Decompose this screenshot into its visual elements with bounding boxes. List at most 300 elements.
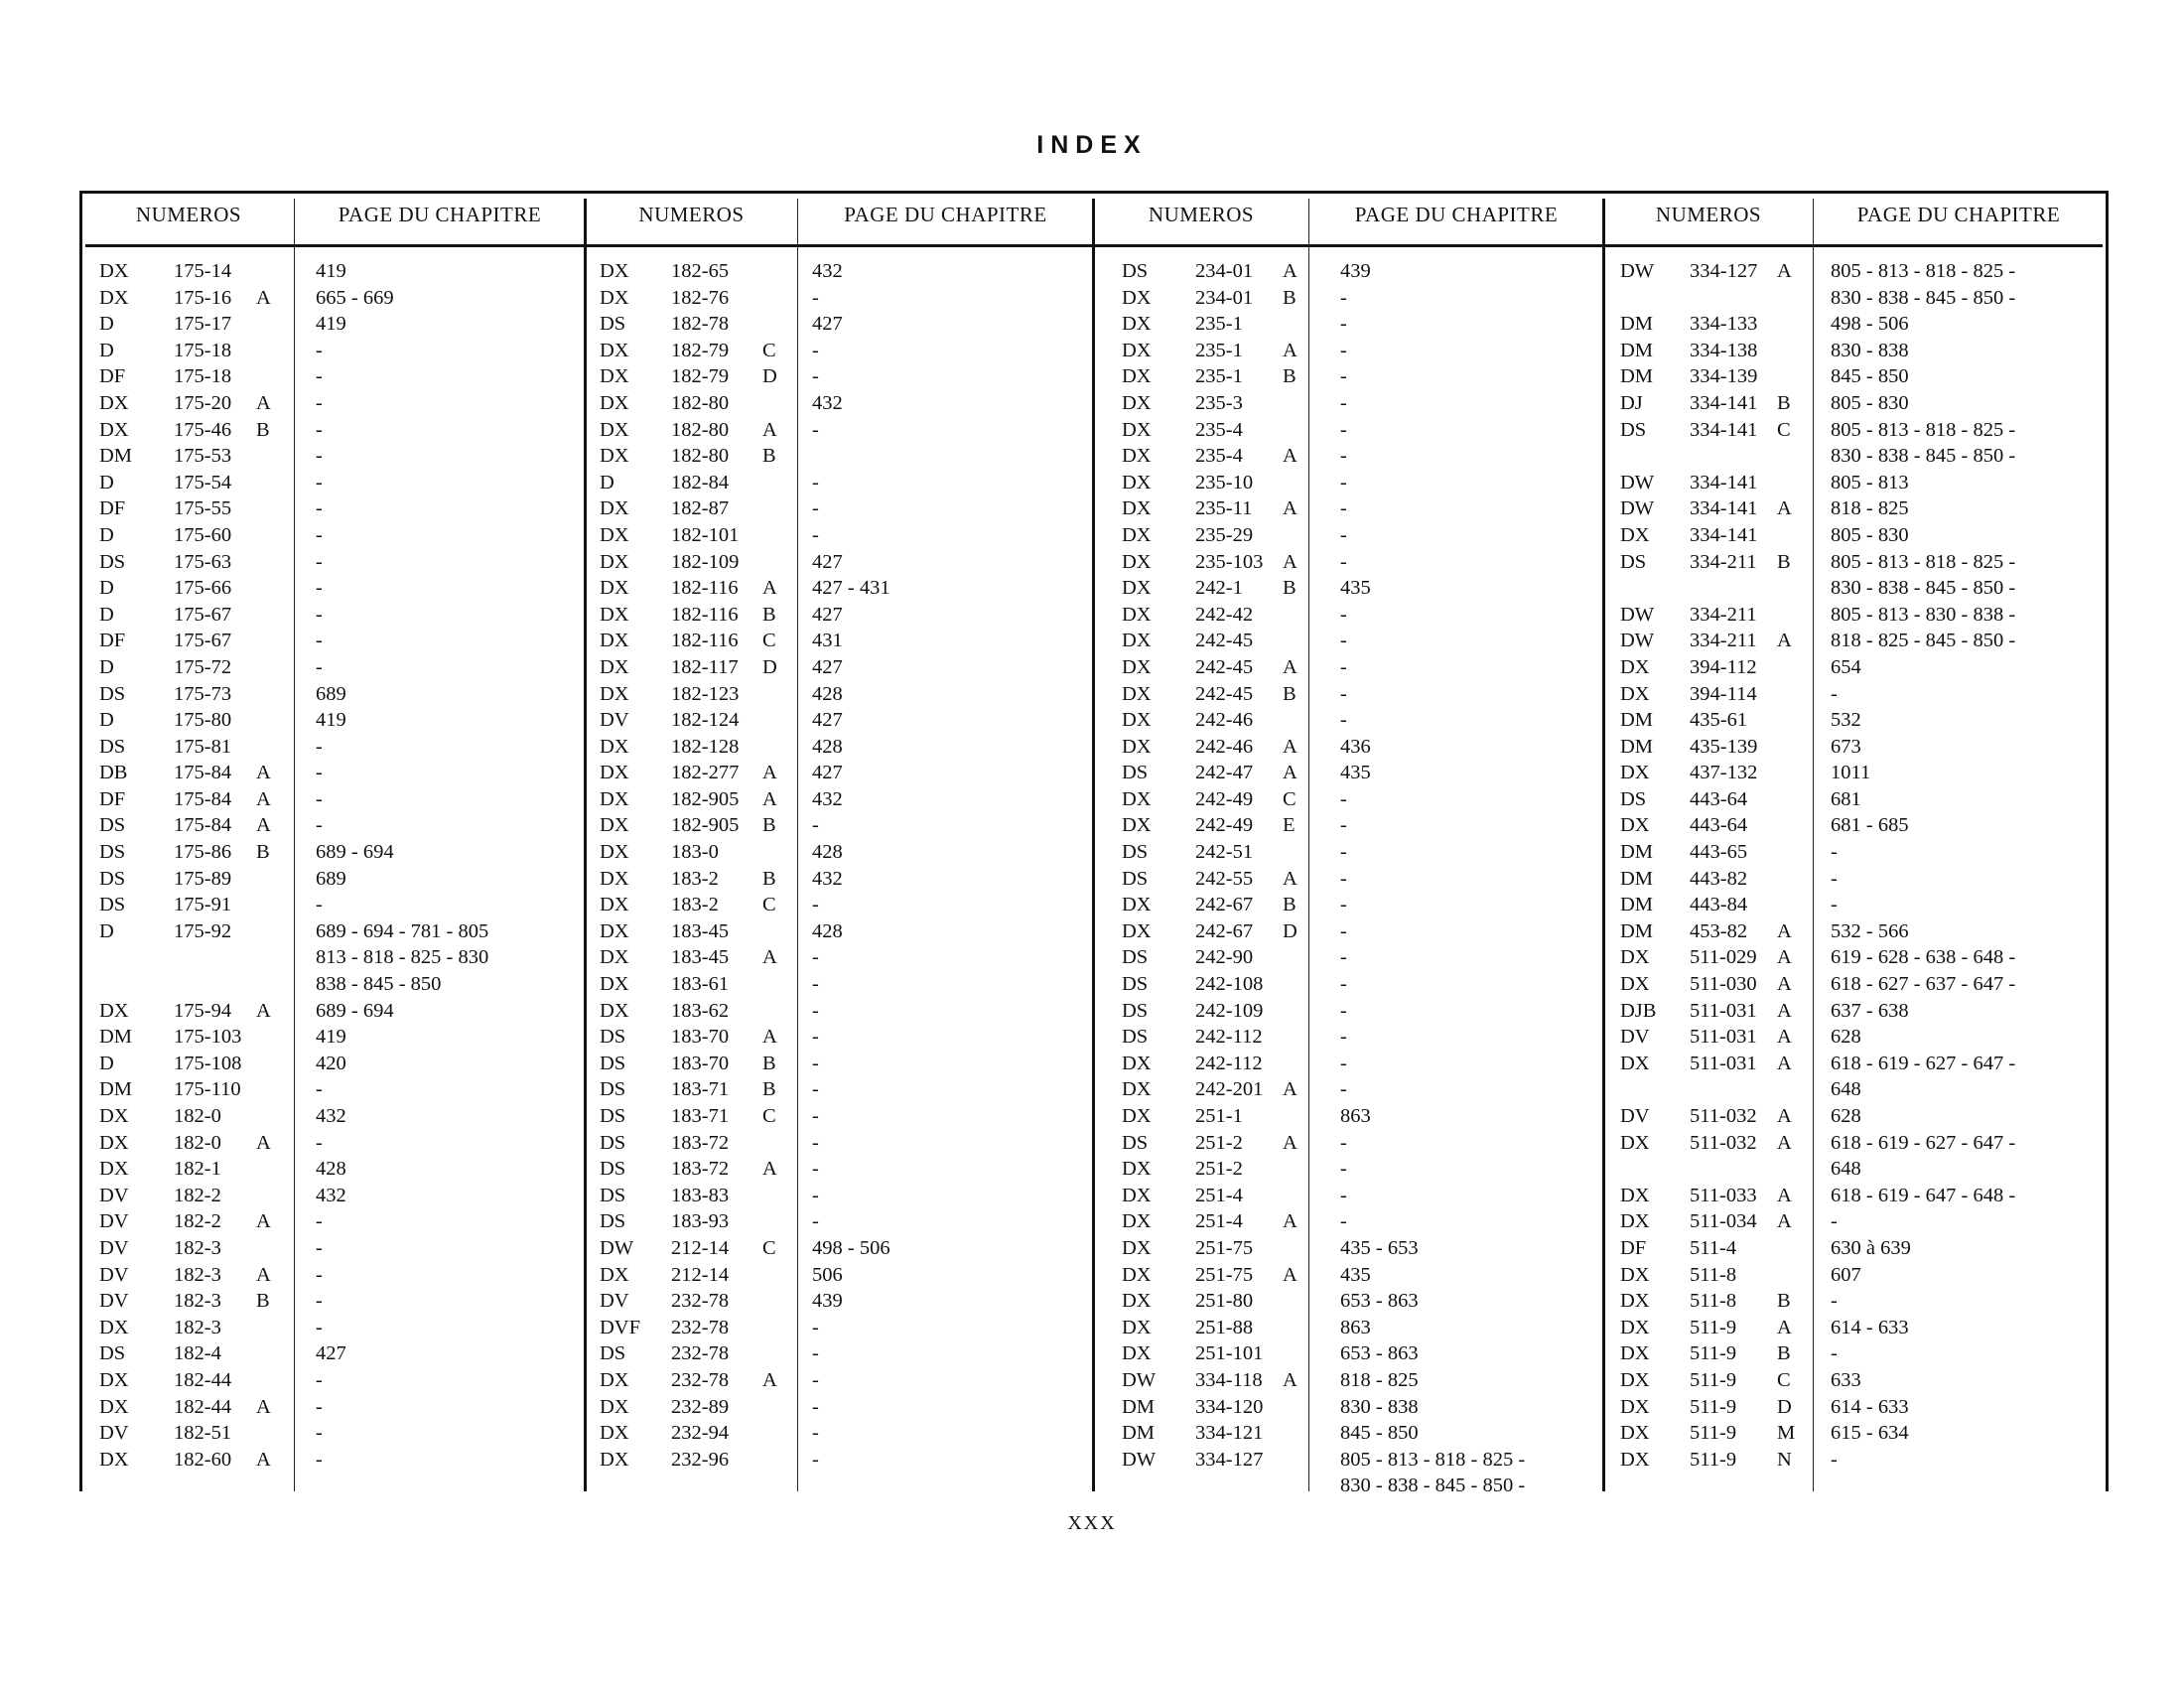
index-prefix: DX [1122,365,1152,388]
index-suffix: A [1283,1210,1297,1233]
index-pages: 439 [812,1290,843,1313]
index-pages: 653 - 863 [1340,1342,1419,1365]
index-suffix: A [1283,550,1297,573]
index-number: 183-71 [671,1078,730,1101]
index-prefix: DX [1620,1448,1650,1471]
index-pages: - [316,1263,323,1286]
index-number: 334-211 [1690,550,1757,573]
index-prefix: DM [1620,709,1654,732]
index-prefix: DS [1122,946,1149,969]
index-number: 182-277 [671,762,740,784]
index-prefix: DF [99,497,126,520]
index-prefix: DX [1122,1263,1152,1286]
index-prefix: DV [99,1422,129,1445]
index-pages: 419 [316,313,346,336]
index-pages: - [316,787,323,810]
index-pages: - [1831,1210,1838,1233]
index-prefix: DX [1122,445,1152,468]
index-pages: 830 - 838 [1340,1395,1419,1418]
index-pages: 532 [1831,709,1861,732]
index-pages: - [1340,655,1347,678]
index-pages: 805 - 813 - 818 - 825 - [1340,1448,1526,1471]
index-pages: - [316,894,323,916]
index-number: 242-108 [1195,973,1264,996]
index-suffix: A [1283,867,1297,890]
index-suffix: A [1283,1131,1297,1154]
index-number: 242-45 [1195,682,1254,705]
index-suffix: A [1283,1078,1297,1101]
index-pages: - [1340,550,1347,573]
index-pages: - [1340,391,1347,414]
index-suffix: A [1777,1105,1792,1127]
index-number: 175-92 [174,919,232,942]
index-prefix: DW [1122,1448,1157,1471]
index-prefix: DJ [1620,391,1643,414]
index-prefix: DS [600,1026,626,1049]
index-prefix: DV [1620,1105,1650,1127]
index-pages: - [1340,867,1347,890]
index-pages: - [1340,1026,1347,1049]
index-prefix: DVF [600,1316,641,1338]
index-suffix: B [1283,894,1297,916]
index-prefix: DX [600,655,629,678]
index-prefix: DV [99,1263,129,1286]
index-prefix: DX [99,260,129,282]
index-pages: - [316,391,323,414]
index-number: 232-89 [671,1395,730,1418]
index-number: 175-54 [174,471,232,493]
index-number: 443-82 [1690,867,1748,890]
index-suffix: B [1283,365,1297,388]
index-pages: - [812,1342,819,1365]
index-pages: 805 - 830 [1831,391,1909,414]
index-prefix: DX [1620,814,1650,837]
index-suffix: A [1777,1131,1792,1154]
index-pages: - [316,418,323,441]
index-prefix: DS [99,867,126,890]
page-number: XXX [1067,1512,1117,1534]
index-number: 212-14 [671,1236,730,1259]
index-prefix: DX [600,1368,629,1391]
index-pages: - [1831,1290,1838,1313]
index-suffix: B [1777,1342,1791,1365]
index-number: 182-124 [671,709,740,732]
index-pages: 805 - 830 [1831,523,1909,546]
index-suffix: A [1283,762,1297,784]
index-pages: - [316,1236,323,1259]
index-prefix: DM [1620,919,1654,942]
index-prefix: DS [1620,550,1647,573]
index-number: 334-138 [1690,339,1758,361]
index-prefix: DW [1620,630,1655,652]
index-prefix: D [99,655,114,678]
index-pages: 607 [1831,1263,1861,1286]
index-number: 175-53 [174,445,232,468]
index-pages: 633 [1831,1368,1861,1391]
index-number: 182-905 [671,787,740,810]
index-pages: 432 [812,787,843,810]
index-prefix: DX [1620,1263,1650,1286]
index-number: 511-030 [1690,973,1757,996]
index-pages: - [1340,603,1347,626]
index-number: 511-031 [1690,999,1757,1022]
index-prefix: DS [1122,1026,1149,1049]
index-number: 182-128 [671,735,740,758]
index-number: 175-81 [174,735,232,758]
index-number: 511-031 [1690,1026,1757,1049]
index-suffix: B [1777,550,1791,573]
index-number: 182-116 [671,630,739,652]
index-number: 334-141 [1690,497,1758,520]
index-prefix: DX [1122,1078,1152,1101]
index-prefix: DS [600,1184,626,1206]
index-pages: 689 [316,867,346,890]
index-number: 182-79 [671,365,730,388]
index-prefix: DX [1122,1342,1152,1365]
index-prefix: DS [600,313,626,336]
index-number: 511-029 [1690,946,1757,969]
index-number: 182-87 [671,497,730,520]
index-prefix: DX [1620,1422,1650,1445]
index-suffix: A [256,1263,271,1286]
index-prefix: DV [99,1236,129,1259]
index-prefix: DX [99,999,129,1022]
index-pages: - [812,973,819,996]
index-number: 511-9 [1690,1342,1737,1365]
index-prefix: DW [1620,260,1655,282]
index-pages: - [812,894,819,916]
index-pages: 427 [812,709,843,732]
index-number: 334-141 [1690,391,1758,414]
index-number: 242-46 [1195,735,1254,758]
index-prefix: DX [1122,603,1152,626]
index-prefix: DX [600,841,629,864]
index-number: 435-61 [1690,709,1748,732]
index-prefix: DX [1122,391,1152,414]
index-pages: - [316,630,323,652]
index-pages: 689 [316,682,346,705]
index-prefix: DS [1122,999,1149,1022]
index-number: 251-75 [1195,1236,1254,1259]
index-number: 175-84 [174,787,232,810]
index-number: 183-72 [671,1158,730,1181]
index-prefix: D [600,471,614,493]
index-prefix: DX [99,1316,129,1338]
index-number: 175-18 [174,339,232,361]
index-pages: 618 - 619 - 627 - 647 - [1831,1052,2016,1074]
index-number: 182-60 [174,1448,232,1471]
index-pages: 428 [812,919,843,942]
index-number: 511-9 [1690,1448,1737,1471]
index-pages: 830 - 838 - 845 - 850 - [1831,577,2016,600]
index-prefix: DV [99,1184,129,1206]
index-suffix: C [762,1105,776,1127]
index-number: 443-64 [1690,787,1748,810]
index-pages: - [812,1052,819,1074]
index-pages: - [316,1395,323,1418]
index-pages: 818 - 825 [1340,1368,1419,1391]
index-number: 175-80 [174,709,232,732]
index-prefix: DX [600,762,629,784]
index-number: 182-101 [671,523,740,546]
column-divider [294,199,295,1491]
index-pages: - [812,1078,819,1101]
index-number: 175-67 [174,603,232,626]
index-pages: 628 [1831,1105,1861,1127]
column-divider [1308,199,1309,1491]
index-number: 183-45 [671,946,730,969]
index-number: 334-127 [1690,260,1758,282]
index-prefix: DM [1620,735,1654,758]
index-prefix: DX [1122,1052,1152,1074]
index-prefix: DX [1122,894,1152,916]
index-pages: 427 [812,655,843,678]
index-pages: 427 [812,762,843,784]
index-number: 242-67 [1195,919,1254,942]
index-number: 175-20 [174,391,232,414]
index-prefix: DX [1620,1290,1650,1313]
index-prefix: DX [99,1368,129,1391]
index-number: 511-9 [1690,1316,1737,1338]
index-pages: 614 - 633 [1831,1316,1909,1338]
index-suffix: D [762,365,777,388]
index-number: 251-4 [1195,1210,1243,1233]
index-pages: - [1340,682,1347,705]
index-prefix: D [99,523,114,546]
index-pages: - [1340,286,1347,309]
index-number: 182-123 [671,682,740,705]
section-divider [1092,199,1095,1491]
index-prefix: DS [1620,787,1647,810]
index-number: 212-14 [671,1263,730,1286]
index-number: 175-103 [174,1026,242,1049]
index-prefix: DS [1122,1131,1149,1154]
index-pages: 435 [1340,1263,1371,1286]
index-suffix: C [762,1236,776,1259]
index-number: 183-2 [671,894,719,916]
index-suffix: A [256,391,271,414]
index-number: 334-141 [1690,418,1758,441]
index-pages: - [316,1131,323,1154]
index-prefix: DX [1122,735,1152,758]
index-prefix: DS [600,1131,626,1154]
index-pages: - [1340,523,1347,546]
index-suffix: C [1777,418,1791,441]
index-pages: - [812,1448,819,1471]
header-page-du-chapitre: PAGE DU CHAPITRE [844,203,1047,226]
index-prefix: DM [1620,894,1654,916]
index-prefix: DX [1122,630,1152,652]
index-suffix: A [256,814,271,837]
index-suffix: A [256,1448,271,1471]
index-pages: - [316,445,323,468]
index-pages: - [1831,1448,1838,1471]
index-number: 242-90 [1195,946,1254,969]
index-prefix: DF [99,787,126,810]
index-pages: - [1340,894,1347,916]
index-suffix: A [256,1131,271,1154]
index-prefix: DX [1620,973,1650,996]
index-number: 242-67 [1195,894,1254,916]
index-number: 235-4 [1195,445,1243,468]
column-divider [797,199,798,1491]
index-number: 242-49 [1195,814,1254,837]
index-pages: 427 [316,1342,346,1365]
index-prefix: D [99,313,114,336]
index-pages: - [1340,814,1347,837]
index-prefix: DX [1620,1131,1650,1154]
index-number: 251-88 [1195,1316,1254,1338]
index-number: 182-1 [174,1158,221,1181]
index-pages: 432 [316,1184,346,1206]
index-suffix: B [762,814,776,837]
index-number: 511-8 [1690,1263,1737,1286]
index-prefix: DX [600,339,629,361]
index-suffix: A [1283,735,1297,758]
index-suffix: A [1777,260,1792,282]
index-prefix: DX [1122,286,1152,309]
index-number: 511-4 [1690,1236,1737,1259]
index-suffix: C [1283,787,1297,810]
index-number: 511-031 [1690,1052,1757,1074]
index-suffix: A [1777,1052,1792,1074]
index-pages: - [316,1368,323,1391]
index-pages: 498 - 506 [1831,313,1909,336]
index-pages: - [812,286,819,309]
index-number: 182-109 [671,550,740,573]
index-prefix: DX [1122,471,1152,493]
index-number: 235-1 [1195,339,1243,361]
index-number: 242-201 [1195,1078,1264,1101]
index-pages: - [812,1395,819,1418]
index-prefix: D [99,339,114,361]
index-prefix: DX [1122,1316,1152,1338]
index-pages: 637 - 638 [1831,999,1909,1022]
index-prefix: DB [99,762,128,784]
index-suffix: B [1777,391,1791,414]
index-suffix: A [1777,1184,1792,1206]
index-pages: 419 [316,709,346,732]
index-prefix: DS [99,682,126,705]
index-suffix: B [256,1290,270,1313]
index-pages: - [812,497,819,520]
index-suffix: B [762,1078,776,1101]
index-number: 175-72 [174,655,232,678]
index-number: 175-63 [174,550,232,573]
index-suffix: A [1777,946,1792,969]
index-suffix: A [256,787,271,810]
index-prefix: DX [1122,682,1152,705]
index-number: 183-61 [671,973,730,996]
index-prefix: DM [99,1078,133,1101]
index-number: 175-110 [174,1078,241,1101]
index-suffix: C [762,630,776,652]
index-prefix: DX [99,1395,129,1418]
index-pages: - [316,523,323,546]
index-pages: 420 [316,1052,346,1074]
index-number: 242-112 [1195,1052,1263,1074]
index-prefix: DS [600,1105,626,1127]
index-suffix: C [1777,1368,1791,1391]
index-pages: 830 - 838 - 845 - 850 - [1831,286,2016,309]
index-number: 175-84 [174,762,232,784]
index-pages: - [1340,418,1347,441]
index-suffix: B [762,867,776,890]
index-prefix: DX [99,1158,129,1181]
index-prefix: DV [1620,1026,1650,1049]
index-number: 183-70 [671,1052,730,1074]
index-prefix: DW [1620,497,1655,520]
index-pages: 427 [812,550,843,573]
index-number: 175-55 [174,497,232,520]
index-prefix: DX [600,418,629,441]
index-pages: 863 [1340,1105,1371,1127]
index-prefix: DX [600,735,629,758]
index-prefix: DM [99,1026,133,1049]
index-prefix: DX [1620,1052,1650,1074]
index-pages: 439 [1340,260,1371,282]
index-prefix: DX [1620,762,1650,784]
index-number: 175-89 [174,867,232,890]
index-prefix: DS [1620,418,1647,441]
index-number: 175-66 [174,577,232,600]
index-pages: - [1340,471,1347,493]
index-prefix: DX [600,894,629,916]
index-pages: - [316,1078,323,1101]
index-pages: - [1340,497,1347,520]
header-numeros: NUMEROS [1655,203,1762,226]
index-number: 242-42 [1195,603,1254,626]
index-suffix: A [1777,497,1792,520]
index-prefix: DS [600,1078,626,1101]
index-prefix: DX [1122,1158,1152,1181]
index-pages: 845 - 850 [1340,1422,1419,1445]
index-prefix: DM [1620,313,1654,336]
index-number: 183-93 [671,1210,730,1233]
index-number: 182-44 [174,1368,232,1391]
index-prefix: D [99,603,114,626]
index-pages: 805 - 813 - 818 - 825 - [1831,260,2016,282]
index-number: 242-55 [1195,867,1254,890]
index-number: 251-80 [1195,1290,1254,1313]
index-suffix: M [1777,1422,1796,1445]
index-number: 182-51 [174,1422,232,1445]
index-number: 334-133 [1690,313,1758,336]
index-number: 182-116 [671,603,739,626]
index-pages: 618 - 619 - 647 - 648 - [1831,1184,2016,1206]
index-prefix: DF [1620,1236,1647,1259]
column-divider [1813,199,1814,1491]
index-pages: 689 - 694 [316,841,394,864]
index-prefix: DX [600,577,629,600]
index-prefix: DW [1620,603,1655,626]
index-number: 235-10 [1195,471,1254,493]
index-number: 183-70 [671,1026,730,1049]
index-number: 182-4 [174,1342,221,1365]
index-prefix: DX [99,1448,129,1471]
index-pages: - [812,1105,819,1127]
index-number: 175-84 [174,814,232,837]
index-suffix: A [256,1395,271,1418]
index-pages: 428 [316,1158,346,1181]
index-number: 394-112 [1690,655,1757,678]
index-prefix: DS [99,550,126,573]
index-number: 182-0 [174,1105,221,1127]
index-number: 511-032 [1690,1105,1757,1127]
index-pages: - [1340,1158,1347,1181]
index-suffix: A [1283,655,1297,678]
index-number: 435-139 [1690,735,1758,758]
